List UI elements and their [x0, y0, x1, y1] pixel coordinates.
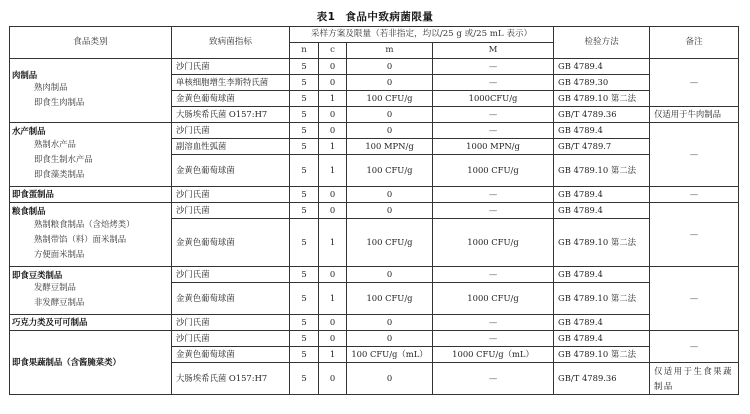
subcategory: 即食生制水产品: [34, 153, 93, 164]
pathogen-cell: 沙门氏菌: [172, 123, 290, 139]
subcategory: 即食生肉制品: [34, 97, 85, 108]
pathogen-cell: 金黄色葡萄球菌: [172, 219, 290, 267]
M-cell: 1000 MPN/g: [433, 139, 554, 155]
header-category: 食品类别: [10, 27, 172, 59]
remark-cell: —: [650, 187, 739, 203]
c-cell: 0: [319, 315, 347, 331]
category-name: 粮食制品: [12, 206, 46, 217]
n-cell: 5: [290, 91, 319, 107]
c-cell: 0: [319, 75, 347, 91]
table-row: [10, 203, 739, 219]
pathogen-cell: 大肠埃希氏菌 O157:H7: [172, 363, 290, 395]
n-cell: 5: [290, 315, 319, 331]
category-name: 巧克力类及可可制品: [12, 316, 88, 327]
n-cell: 5: [290, 219, 319, 267]
m-cell: 0: [347, 267, 433, 283]
M-cell: 1000 CFU/g: [433, 155, 554, 187]
method-cell: GB 4789.4: [554, 59, 650, 75]
m-cell: 100 CFU/g（mL）: [347, 347, 433, 363]
c-cell: 1: [319, 155, 347, 187]
category-cell-egg: [10, 187, 172, 203]
remark-cell: 仅适用于生食果蔬制品: [650, 363, 739, 395]
method-cell: GB/T 4789.36: [554, 107, 650, 123]
pathogen-limits-table: [9, 26, 739, 395]
remark-cell: —: [650, 59, 739, 107]
method-cell: GB 4789.4: [554, 331, 650, 347]
n-cell: 5: [290, 139, 319, 155]
method-cell: GB 4789.10 第二法: [554, 219, 650, 267]
method-cell: GB 4789.30: [554, 75, 650, 91]
c-cell: 1: [319, 139, 347, 155]
M-cell: —: [433, 75, 554, 91]
c-cell: 0: [319, 123, 347, 139]
m-cell: 100 MPN/g: [347, 139, 433, 155]
pathogen-cell: 副溶血性弧菌: [172, 139, 290, 155]
M-cell: —: [433, 107, 554, 123]
n-cell: 5: [290, 203, 319, 219]
table-row: [10, 59, 739, 75]
remark-cell: —: [650, 123, 739, 187]
table-row: [10, 331, 739, 347]
m-cell: 0: [347, 315, 433, 331]
n-cell: 5: [290, 331, 319, 347]
method-cell: GB 4789.4: [554, 123, 650, 139]
category-cell-meat: [10, 59, 172, 123]
c-cell: 1: [319, 91, 347, 107]
pathogen-cell: 大肠埃希氏菌 O157:H7: [172, 107, 290, 123]
M-cell: —: [433, 203, 554, 219]
pathogen-cell: 沙门氏菌: [172, 331, 290, 347]
M-cell: 1000CFU/g: [433, 91, 554, 107]
table-row: [10, 187, 739, 203]
pathogen-cell: 金黄色葡萄球菌: [172, 91, 290, 107]
pathogen-cell: 沙门氏菌: [172, 59, 290, 75]
m-cell: 0: [347, 123, 433, 139]
method-cell: GB 4789.4: [554, 187, 650, 203]
M-cell: —: [433, 267, 554, 283]
n-cell: 5: [290, 75, 319, 91]
remark-cell: —: [650, 203, 739, 267]
m-cell: 0: [347, 59, 433, 75]
method-cell: GB 4789.4: [554, 203, 650, 219]
m-cell: 100 CFU/g: [347, 283, 433, 315]
method-cell: GB 4789.4: [554, 315, 650, 331]
M-cell: —: [433, 59, 554, 75]
subcategory: 方便面米制品: [34, 248, 85, 259]
M-cell: —: [433, 363, 554, 395]
pathogen-cell: 金黄色葡萄球菌: [172, 283, 290, 315]
n-cell: 5: [290, 363, 319, 395]
remark-cell: —: [650, 331, 739, 363]
c-cell: 1: [319, 283, 347, 315]
pathogen-cell: 金黄色葡萄球菌: [172, 155, 290, 187]
n-cell: 5: [290, 107, 319, 123]
M-cell: 1000 CFU/g（mL）: [433, 347, 554, 363]
method-cell: GB 4789.4: [554, 267, 650, 283]
category-cell-fruit-veg: [10, 331, 172, 395]
header-method: 检验方法: [554, 27, 650, 59]
m-cell: 0: [347, 187, 433, 203]
pathogen-cell: 沙门氏菌: [172, 203, 290, 219]
header-pathogen: 致病菌指标: [172, 27, 290, 59]
table-number: 表1: [316, 11, 336, 23]
method-cell: GB/T 4789.7: [554, 139, 650, 155]
table-row: [10, 315, 739, 331]
header-n: n: [290, 43, 319, 59]
method-cell: GB 4789.10 第二法: [554, 91, 650, 107]
remark-cell: —: [650, 267, 739, 331]
pathogen-cell: 沙门氏菌: [172, 267, 290, 283]
method-cell: GB 4789.10 第二法: [554, 347, 650, 363]
header-m: m: [347, 43, 433, 59]
subcategory: 熟肉制品: [34, 82, 68, 93]
table-title: [0, 9, 750, 24]
pathogen-cell: 沙门氏菌: [172, 315, 290, 331]
n-cell: 5: [290, 187, 319, 203]
header-row-1: [10, 27, 739, 43]
c-cell: 0: [319, 331, 347, 347]
subcategory: 熟制带馅（料）面米制品: [34, 233, 127, 244]
n-cell: 5: [290, 155, 319, 187]
c-cell: 0: [319, 187, 347, 203]
M-cell: —: [433, 187, 554, 203]
header-c: c: [319, 43, 347, 59]
c-cell: 0: [319, 107, 347, 123]
m-cell: 0: [347, 107, 433, 123]
c-cell: 1: [319, 219, 347, 267]
category-name: 即食豆类制品: [12, 269, 63, 280]
category-name: 即食蛋制品: [12, 188, 54, 199]
c-cell: 0: [319, 267, 347, 283]
c-cell: 0: [319, 363, 347, 395]
M-cell: —: [433, 123, 554, 139]
M-cell: 1000 CFU/g: [433, 219, 554, 267]
method-cell: GB 4789.10 第二法: [554, 155, 650, 187]
subcategory: 发酵豆制品: [34, 282, 76, 293]
n-cell: 5: [290, 283, 319, 315]
M-cell: 1000 CFU/g: [433, 283, 554, 315]
pathogen-cell: 单核细胞增生李斯特氏菌: [172, 75, 290, 91]
m-cell: 0: [347, 363, 433, 395]
m-cell: 100 CFU/g: [347, 155, 433, 187]
category-cell-soy: [10, 267, 172, 315]
header-M: M: [433, 43, 554, 59]
method-cell: GB 4789.10 第二法: [554, 283, 650, 315]
c-cell: 1: [319, 347, 347, 363]
subcategory: 熟制粮食制品（含焙烤类）: [34, 218, 135, 229]
category-name: 肉制品: [12, 69, 38, 80]
table-title-text: 食品中致病菌限量: [345, 11, 434, 23]
category-name: 水产制品: [12, 126, 46, 137]
subcategory: 熟制水产品: [34, 138, 76, 149]
method-cell: GB/T 4789.36: [554, 363, 650, 395]
table-row: [10, 123, 739, 139]
category-name: 即食果蔬制品（含酱腌菜类）: [12, 356, 121, 367]
header-remark: 备注: [650, 27, 739, 59]
category-cell-grain: [10, 203, 172, 267]
c-cell: 0: [319, 203, 347, 219]
m-cell: 0: [347, 203, 433, 219]
m-cell: 0: [347, 75, 433, 91]
m-cell: 100 CFU/g: [347, 91, 433, 107]
category-cell-chocolate: [10, 315, 172, 331]
M-cell: —: [433, 315, 554, 331]
m-cell: 0: [347, 331, 433, 347]
pathogen-cell: 金黄色葡萄球菌: [172, 347, 290, 363]
c-cell: 0: [319, 59, 347, 75]
n-cell: 5: [290, 123, 319, 139]
n-cell: 5: [290, 267, 319, 283]
m-cell: 100 CFU/g: [347, 219, 433, 267]
pathogen-cell: 沙门氏菌: [172, 187, 290, 203]
header-sampling: 采样方案及限量（若非指定，均以/25 g 或/25 mL 表示）: [290, 27, 554, 43]
n-cell: 5: [290, 59, 319, 75]
table-row: [10, 267, 739, 283]
subcategory: 即食藻类制品: [34, 168, 85, 179]
M-cell: —: [433, 331, 554, 347]
n-cell: 5: [290, 347, 319, 363]
subcategory: 非发酵豆制品: [34, 297, 85, 308]
category-cell-aquatic: [10, 123, 172, 187]
remark-cell: 仅适用于牛肉制品: [650, 107, 739, 123]
